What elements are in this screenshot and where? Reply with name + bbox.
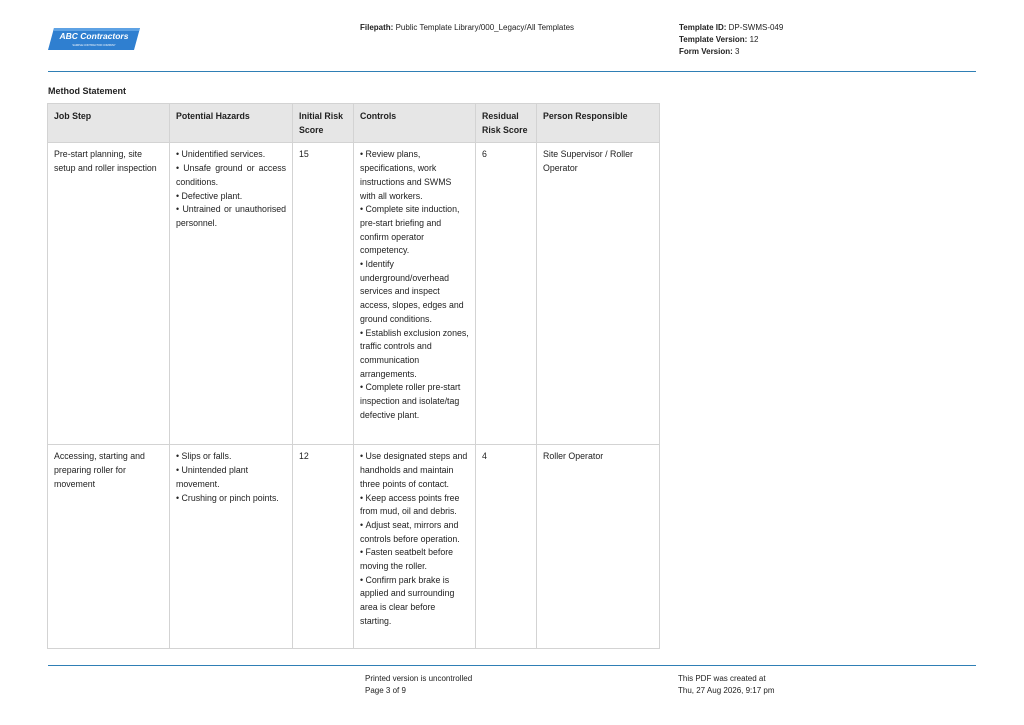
form-version-label: Form Version: [679, 47, 733, 56]
section-title: Method Statement [48, 86, 127, 96]
list-item: • Adjust seat, mirrors and controls before operation. [360, 519, 469, 546]
list-item: • Review plans, specifications, work instructions and SWMS with all workers. [360, 148, 469, 203]
header-person-responsible: Person Responsible [537, 104, 660, 143]
company-logo-graphic [48, 26, 140, 52]
residual-score-cell: 4 [476, 445, 537, 649]
list-item: • Fasten seatbelt before moving the roller. [360, 546, 469, 573]
list-item: • Crushing or pinch points. [176, 492, 286, 506]
filepath [360, 22, 574, 33]
list-item: • Keep access points free from mud, oil and debris. [360, 492, 469, 519]
logo-subtext: SAMPLE CONTRACTOR COMPANY [72, 44, 116, 47]
hazards-list [176, 148, 286, 230]
template-version-label: Template Version: [679, 35, 748, 44]
responsible-cell: Site Supervisor / Roller Operator [537, 143, 660, 445]
uncontrolled-notice: Printed version is uncontrolled [365, 674, 473, 683]
header-controls: Controls [354, 104, 476, 143]
residual-score-cell: 6 [476, 143, 537, 445]
list-item: • Unintended plant movement. [176, 464, 286, 491]
job-step-cell: Accessing, starting and preparing roller for movement [48, 445, 170, 649]
controls-list [360, 450, 469, 628]
company-logo [48, 26, 140, 52]
header-potential-hazards: Potential Hazards [170, 104, 293, 143]
controls-list [360, 148, 469, 422]
form-version-value: 3 [735, 47, 740, 56]
initial-score-cell: 12 [293, 445, 354, 649]
hazards-list [176, 450, 286, 505]
footer-divider [48, 665, 976, 666]
list-item: • Unsafe ground or access conditions. [176, 162, 286, 189]
method-statement-table [47, 103, 660, 649]
filepath-label: Filepath: [360, 23, 394, 32]
controls-cell [354, 445, 476, 649]
controls-cell [354, 143, 476, 445]
list-item: • Identify underground/overhead services and inspect access, slopes, edges and ground conditions. [360, 258, 469, 327]
hazards-cell [170, 143, 293, 445]
header-divider [48, 71, 976, 72]
list-item: • Complete roller pre-start inspection and isolate/tag defective plant. [360, 381, 469, 422]
created-timestamp: Thu, 27 Aug 2026, 9:17 pm [678, 686, 775, 695]
form-version [679, 46, 783, 58]
logo-text: ABC Contractors [59, 31, 129, 41]
header-initial-risk-score: Initial Risk Score [293, 104, 354, 143]
table-row [48, 143, 660, 445]
footer-right [678, 673, 775, 697]
page-number: Page 3 of 9 [365, 686, 406, 695]
created-label: This PDF was created at [678, 674, 766, 683]
filepath-value: Public Template Library/000_Legacy/All Templates [395, 23, 575, 32]
list-item: • Untrained or unauthorised personnel. [176, 203, 286, 230]
template-id-value: DP-SWMS-049 [728, 23, 784, 32]
hazards-cell [170, 445, 293, 649]
job-step-cell: Pre-start planning, site setup and roller inspection [48, 143, 170, 445]
list-item: • Establish exclusion zones, traffic controls and communication arrangements. [360, 327, 469, 382]
list-item: • Use designated steps and handholds and maintain three points of contact. [360, 450, 469, 491]
responsible-cell: Roller Operator [537, 445, 660, 649]
template-version [679, 34, 783, 46]
list-item: • Slips or falls. [176, 450, 286, 464]
table-header-row [48, 104, 660, 143]
footer-center [365, 673, 472, 697]
header-job-step: Job Step [48, 104, 170, 143]
template-version-value: 12 [749, 35, 759, 44]
list-item: • Unidentified services. [176, 148, 286, 162]
template-id-label: Template ID: [679, 23, 727, 32]
table-row [48, 445, 660, 649]
header-residual-risk-score: Residual Risk Score [476, 104, 537, 143]
template-meta [679, 22, 783, 58]
list-item: • Defective plant. [176, 190, 286, 204]
list-item: • Complete site induction, pre-start briefing and confirm operator competency. [360, 203, 469, 258]
initial-score-cell: 15 [293, 143, 354, 445]
list-item: • Confirm park brake is applied and surrounding area is clear before starting. [360, 574, 469, 629]
template-id [679, 22, 783, 34]
